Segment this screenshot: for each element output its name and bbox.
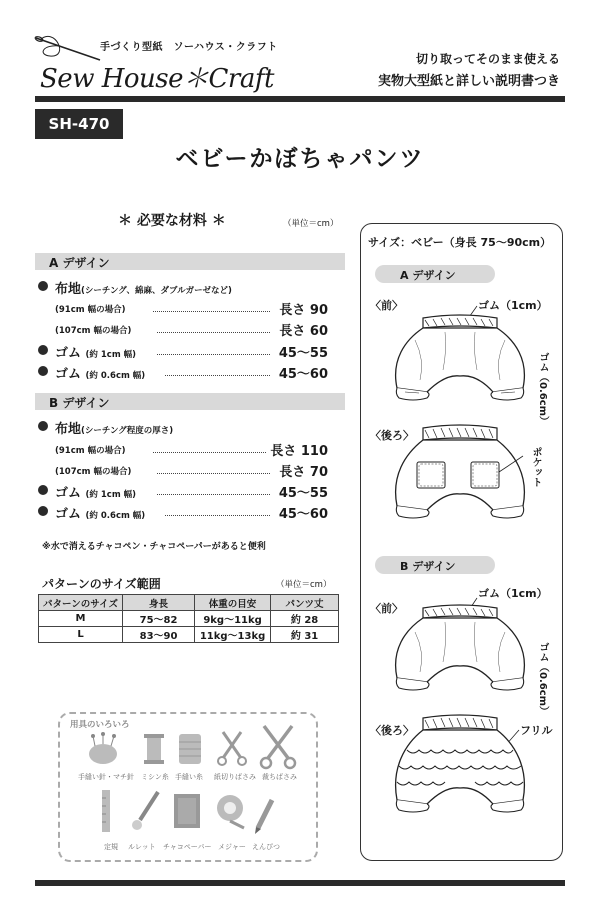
material-row — [35, 481, 328, 501]
tagline-2: 実物大型紙と詳しい説明書つき — [377, 74, 560, 89]
material-note: (107cm 幅の場合) — [55, 467, 132, 477]
bloomer-a-back-illustration — [385, 420, 535, 536]
material-row — [35, 341, 328, 361]
tracing-wheel-icon — [128, 788, 164, 834]
table-cell: 9kg〜11kg — [195, 611, 271, 627]
tagline-1: 切り取ってそのまま使える — [415, 52, 560, 66]
material-row — [35, 439, 328, 459]
materials-title: ＊ 必要な材料 ＊ — [118, 213, 226, 229]
material-value: 45〜55 — [278, 346, 328, 361]
section-b-label: B デザイン — [49, 396, 110, 410]
leader-line — [153, 452, 266, 453]
elastic-1cm-label: ゴム（1cm） — [478, 587, 548, 600]
brand-logo: Sew House＊Craft — [40, 64, 274, 94]
section-a-label: A デザイン — [49, 256, 110, 270]
material-label: ゴム — [55, 507, 82, 522]
tool-label: 手縫い糸 — [175, 773, 203, 781]
design-b-label: B デザイン — [400, 560, 456, 573]
machine-thread-icon — [140, 732, 168, 766]
bottom-rule — [35, 880, 565, 886]
table-cell: 75〜82 — [123, 611, 195, 627]
material-value: 長さ 60 — [279, 324, 328, 339]
front-label: 〈前〉 — [370, 299, 403, 312]
leader-line — [165, 375, 270, 376]
leader-line — [157, 473, 270, 474]
material-row — [35, 298, 328, 318]
pocket-label: ポケット — [530, 447, 541, 487]
design-a-pill — [375, 265, 495, 283]
material-row — [35, 417, 328, 437]
material-note: (91cm 幅の場合) — [55, 305, 126, 315]
elastic-06cm-label: ゴム（0.6cm） — [537, 352, 548, 427]
bullet-icon — [38, 281, 48, 291]
tool-label: メジャー — [218, 843, 246, 851]
leader-line — [157, 494, 270, 495]
bullet-icon — [38, 421, 48, 431]
size-table-title: パターンのサイズ範囲 — [42, 577, 161, 591]
tools-title: 用具のいろいろ — [70, 720, 130, 730]
section-a-header — [35, 253, 345, 270]
material-label: 布地 — [55, 282, 82, 297]
ruler-icon — [96, 788, 116, 834]
chalk-paper-icon — [170, 792, 206, 832]
size-table-unit: （単位＝cm） — [276, 580, 332, 590]
tool-label: ミシン糸 — [141, 773, 169, 781]
pencil-icon — [252, 796, 276, 836]
frill-label: フリル — [520, 724, 553, 737]
tool-label: 手縫い針・マチ針 — [78, 773, 134, 781]
material-note: (シーチング、綿麻、ダブルガーゼなど) — [81, 286, 232, 296]
material-value: 長さ 110 — [270, 444, 328, 459]
table-header-row — [39, 595, 339, 611]
bullet-icon — [38, 485, 48, 495]
design-b-pill — [375, 556, 495, 574]
elastic-06cm-label: ゴム（0.6cm） — [537, 642, 548, 717]
paper-scissors-icon — [215, 728, 249, 768]
bullet-icon — [38, 345, 48, 355]
material-note: (約 0.6cm 幅) — [85, 511, 146, 521]
tape-measure-icon — [214, 792, 254, 832]
table-row — [39, 627, 339, 643]
column-header: 身長 — [123, 595, 195, 611]
material-note: (107cm 幅の場合) — [55, 326, 132, 336]
back-label: 〈後ろ〉 — [370, 429, 414, 442]
table-cell: 約 31 — [271, 627, 339, 643]
material-note: (約 1cm 幅) — [85, 350, 137, 360]
leader-line — [153, 311, 270, 312]
back-label: 〈後ろ〉 — [370, 724, 414, 737]
materials-note: ※水で消えるチャコペン・チャコペーパーがあると便利 — [42, 542, 266, 552]
material-row — [35, 502, 328, 522]
table-row — [39, 611, 339, 627]
materials-unit: （単位＝cm） — [283, 219, 339, 229]
design-a-label: A デザイン — [400, 269, 456, 282]
table-cell: M — [39, 611, 123, 627]
material-note: (約 0.6cm 幅) — [85, 371, 146, 381]
column-header: 体重の目安 — [195, 595, 271, 611]
column-header: パターンのサイズ — [39, 595, 123, 611]
bullet-icon — [38, 506, 48, 516]
material-row — [35, 277, 328, 297]
pincushion-icon — [85, 732, 121, 766]
section-b-header — [35, 393, 345, 410]
top-rule — [35, 96, 565, 102]
material-row — [35, 460, 328, 480]
material-label: ゴム — [55, 346, 82, 361]
bloomer-b-front-illustration — [385, 592, 535, 704]
table-cell: 約 28 — [271, 611, 339, 627]
table-cell: 11kg〜13kg — [195, 627, 271, 643]
hand-thread-icon — [175, 732, 205, 766]
material-label: ゴム — [55, 367, 82, 382]
fabric-scissors-icon — [258, 724, 298, 770]
front-label: 〈前〉 — [370, 602, 403, 615]
leader-line — [157, 332, 270, 333]
tool-label: 裁ちばさみ — [262, 773, 297, 781]
material-value: 45〜60 — [278, 507, 328, 522]
leader-line — [157, 354, 270, 355]
column-header: パンツ丈 — [271, 595, 339, 611]
tool-label: ルレット — [128, 843, 156, 851]
tool-label: えんぴつ — [252, 843, 280, 851]
logo-subtitle: 手づくり型紙 ソーハウス・クラフト — [100, 42, 278, 53]
material-value: 45〜60 — [278, 367, 328, 382]
bullet-icon — [38, 366, 48, 376]
size-heading: サイズ：ベビー（身長 75〜90cm） — [368, 236, 552, 249]
tool-label: チャコペーパー — [163, 843, 212, 851]
material-row — [35, 319, 328, 339]
material-note: (91cm 幅の場合) — [55, 446, 126, 456]
material-label: 布地 — [55, 422, 82, 437]
elastic-1cm-label: ゴム（1cm） — [478, 299, 548, 312]
size-table — [38, 594, 339, 643]
material-label: ゴム — [55, 486, 82, 501]
material-value: 長さ 70 — [279, 465, 328, 480]
bloomer-b-back-illustration — [385, 712, 535, 830]
page-title: ベビーかぼちゃパンツ — [175, 146, 425, 172]
material-note: (シーチング程度の厚さ) — [81, 426, 174, 436]
material-note: (約 1cm 幅) — [85, 490, 137, 500]
tool-label: 定規 — [104, 843, 118, 851]
product-code: SH-470 — [35, 109, 123, 139]
material-row — [35, 362, 328, 382]
bloomer-a-front-illustration — [385, 300, 535, 412]
leader-line — [165, 515, 270, 516]
material-value: 長さ 90 — [279, 303, 328, 318]
material-value: 45〜55 — [278, 486, 328, 501]
table-cell: 83〜90 — [123, 627, 195, 643]
tool-label: 紙切りばさみ — [214, 773, 256, 781]
table-cell: L — [39, 627, 123, 643]
